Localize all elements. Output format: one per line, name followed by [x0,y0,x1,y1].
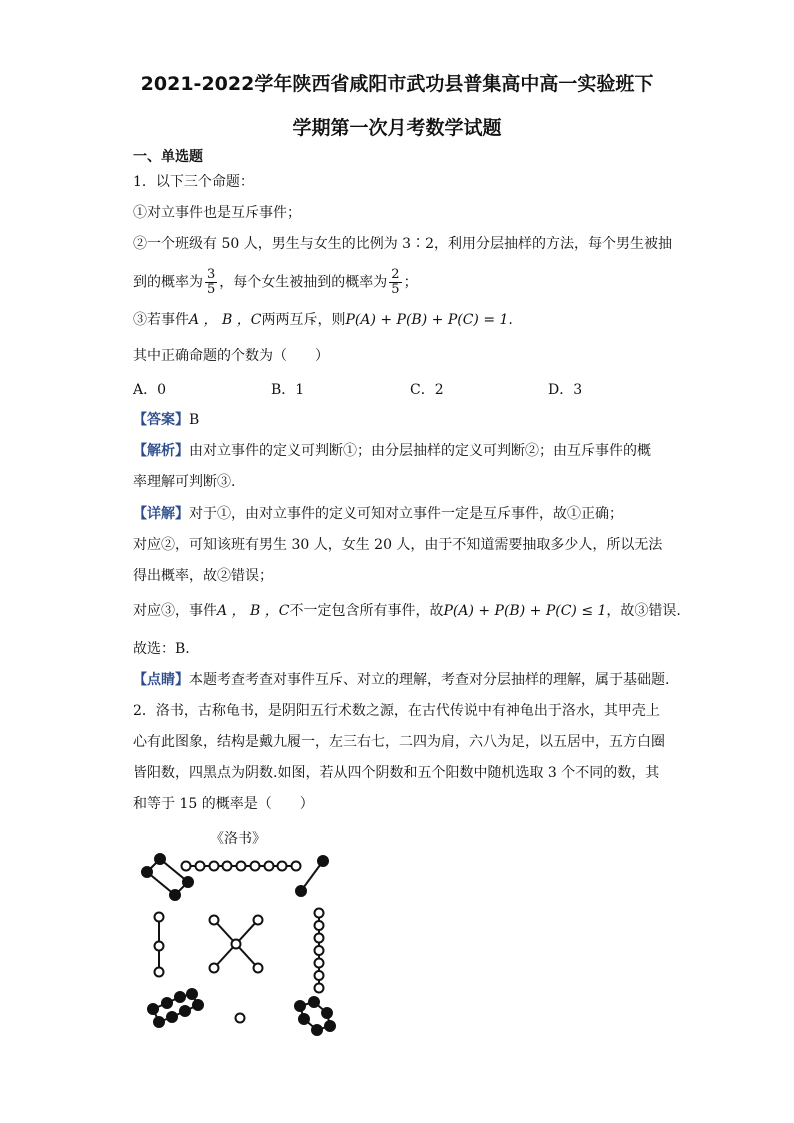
detail-line1: 【详解】对于①，由对立事件的定义可知对立事件一定是互斥事件，故①正确； [133,506,623,522]
analysis-tag: 【解析】 [133,443,189,459]
section-heading: 一、单选题 [133,149,203,165]
formula-sum-le-1: P(A) + P(B) + P(C) ≤ 1 [443,603,607,619]
doc-title-line2: 学期第一次月考数学试题 [292,117,502,139]
doc-title-line1: 2021-2022学年陕西省咸阳市武功县普集高中高一实验班下 [140,73,654,95]
analysis-line1: 【解析】由对立事件的定义可判断①；由分层抽样的定义可判断②；由互斥事件的概 [133,443,651,459]
group-five-white [210,916,263,973]
choose-line: 故选：B. [133,641,190,657]
q2-line1: 2．洛书，古称龟书，是阴阳五行术数之源，在古代传说中有神龟出于洛水，其甲壳上 [133,703,660,719]
detail-tag: 【详解】 [133,506,189,522]
group-eight-black [148,989,203,1027]
q1-prop2-middle: ，每个女生被抽到的概率为 [219,274,388,291]
luoshu-caption: 《洛书》 [210,831,266,847]
detail-line2: 对应②，可知该班有男生 30 人，女生 20 人，由于不知道需要抽取多少人，所以无法 [133,537,663,553]
detail-line4: 对应③，事件A ， B ，C不一定包含所有事件，故P(A) + P(B) + P(C) ≤ 1，故③错误. [133,603,681,619]
option-d: D．3 [548,382,583,398]
q2-line3: 皆阳数，四黑点为阴数.如图，若从四个阴数和五个阳数中随机选取 3 个不同的数，其 [133,765,660,781]
analysis-line2: 率理解可判断③. [133,474,236,490]
group-six-black [295,997,335,1035]
group-three-white [155,913,164,977]
q1-question: 其中正确命题的个数为（ ） [133,348,329,364]
option-c: C．2 [410,382,444,398]
formula-sum-equals-1: P(A) + P(B) + P(C) = 1 [345,312,509,328]
luoshu-diagram [130,845,360,1040]
events-abc: A ， B ，C [189,312,262,328]
comment-tag: 【点睛】 [133,672,189,688]
q1-prop2-line2 [133,268,418,297]
option-b: B．1 [271,382,305,398]
group-nine-white [182,862,301,871]
fraction-three-fifths: $\frac{3}{5}$ [207,267,216,297]
answer-line [133,411,199,429]
answer-tag: 【答案】 [133,412,189,428]
q2-line2: 心有此图象，结构是戴九履一，左三右七，二四为肩，六八为足，以五居中，五方白圈 [133,734,665,750]
q1-prop2-prefix: 到的概率为 [133,274,203,291]
option-a: A．0 [133,382,167,398]
q2-line4: 和等于 15 的概率是（ ） [133,796,314,812]
group-two-black [296,856,328,896]
q1-prop3: ③若事件A ， B ，C两两互斥，则P(A) + P(B) + P(C) = 1. [133,312,513,328]
q1-prop2-end: ； [403,274,418,291]
q1-prop2-line1: ②一个班级有 50 人，男生与女生的比例为 3∶2，利用分层抽样的方法，每个男生被抽 [133,236,672,252]
answer-value: B [189,412,200,428]
comment-line: 【点睛】本题考查考查对事件互斥、对立的理解，考查对分层抽样的理解，属于基础题. [133,672,670,688]
q1-prop1: ①对立事件也是互斥事件； [133,205,301,221]
group-seven-white [315,909,324,993]
fraction-two-fifths: $\frac{2}{5}$ [391,267,400,297]
detail-line3: 得出概率，故②错误； [133,568,273,584]
group-one-white [236,1014,245,1023]
q1-stem: 1．以下三个命题： [133,174,254,190]
